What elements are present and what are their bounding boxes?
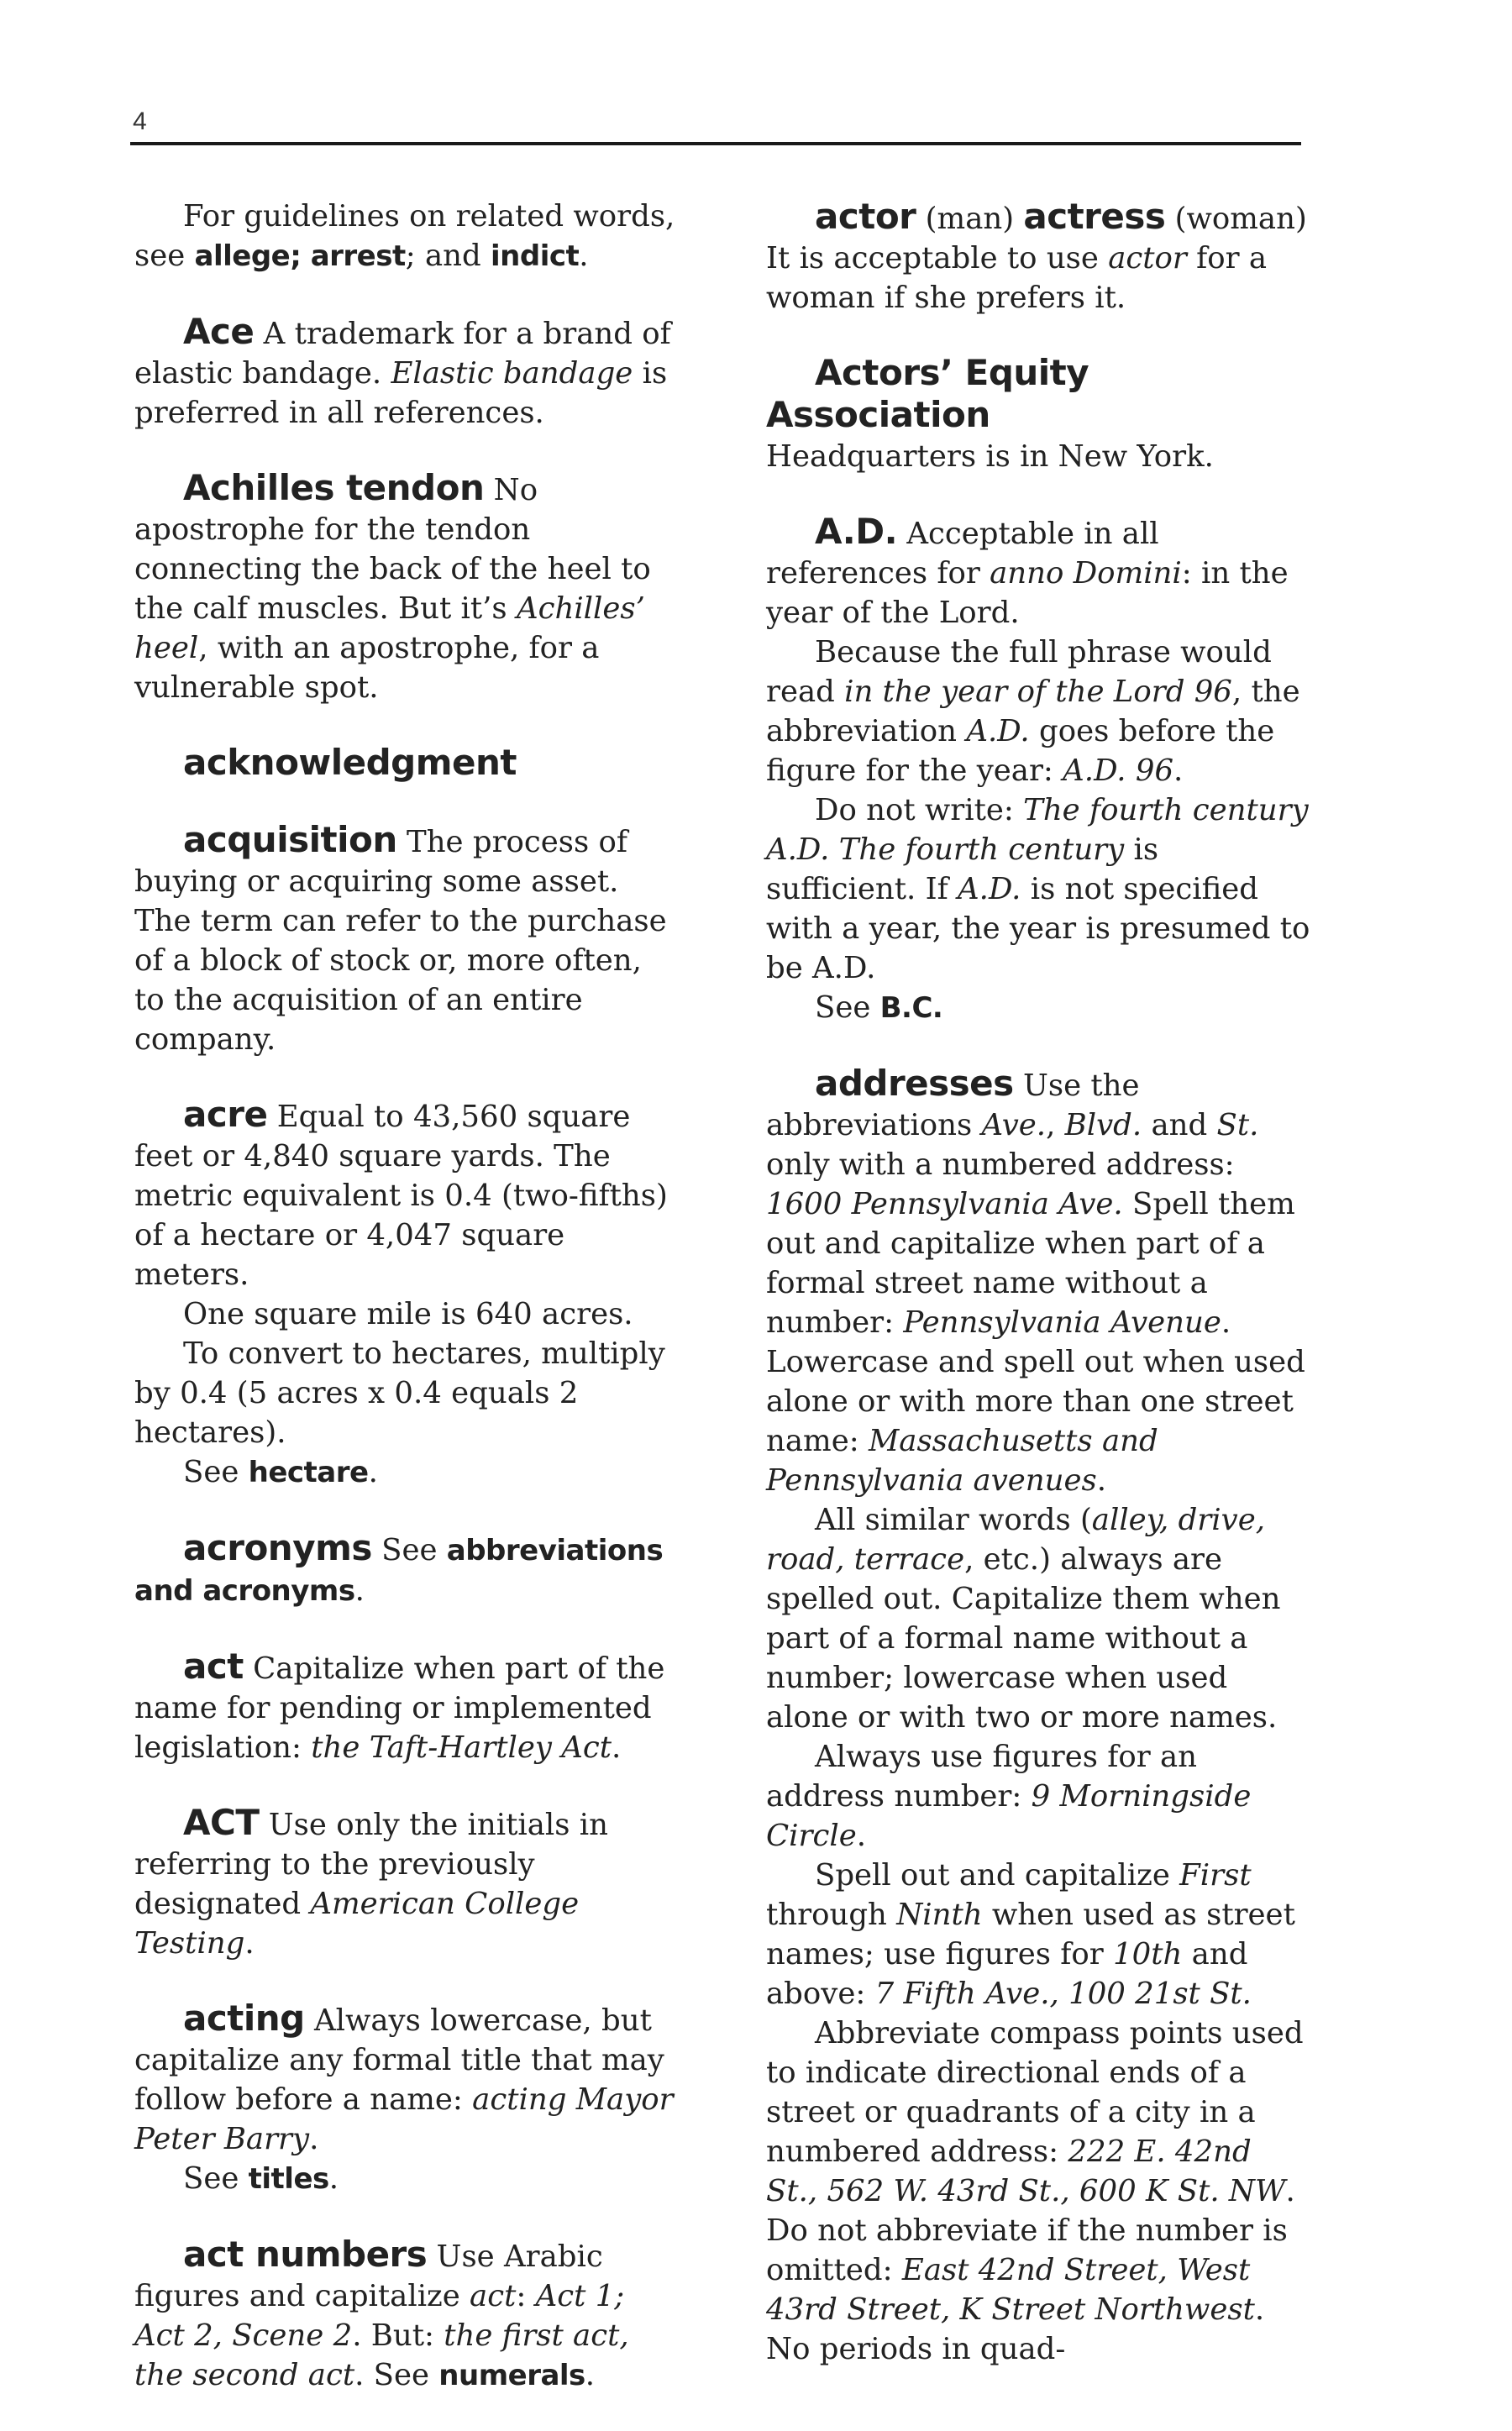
text: The process of buying or acquiring some asset. The term can refer to the purchase of a block of stock or, more often, to the acquisition of an entire company. [134,825,667,1057]
italic-text: 7 Fifth Ave., 100 21st St. [874,1977,1252,2011]
italic-text: The fourth century A.D. [766,793,1309,867]
text: . [612,1730,622,1765]
entry-body [766,197,1312,239]
headword: acre [183,1094,268,1135]
text: , [1046,1108,1065,1142]
right-column [766,197,1312,2404]
text: Capitalize when part of the name for pending or implemented legislation: [134,1651,665,1765]
text: Use only the initials in referring to the previously designated [134,1808,608,1921]
entry-paragraph: One square mile is 640 acres. [183,1297,633,1331]
italic-text: anno Domini [990,556,1182,591]
italic-text: acting Mayor Peter Barry [134,2082,674,2156]
italic-text: Act 1; Act 2, Scene 2 [134,2279,625,2353]
entry-body [134,312,680,433]
text: only with a numbered address: [766,1147,1235,1182]
entry-paragraph [766,633,1312,790]
cross-ref-abbreviations-and-acronyms[interactable]: abbreviations and acronyms [134,1534,664,1608]
text: (woman) [1165,202,1307,236]
entry-paragraph [766,790,1312,988]
entry-actors-equity [766,353,1312,476]
text: is preferred in all references. [134,356,668,430]
text: (man) [916,202,1024,236]
text: Always use figures for an address number: [766,1740,1198,1814]
entry-acting [134,1998,680,2199]
left-column [134,197,680,2431]
text: and above: [766,1937,1248,2011]
entry-body [134,1095,680,1294]
text: when used as street names; use figures for [766,1898,1295,1972]
headword: addresses [815,1063,1014,1104]
text: . No periods in quad- [766,2292,1265,2366]
entry-intro [134,197,680,276]
entry-act-testing [134,1803,680,1963]
headword: A.D. [815,511,898,552]
entry-paragraph [134,2159,680,2199]
entry-body [766,1063,1312,1500]
headword: ACT [183,1802,260,1843]
italic-text: actor [1108,241,1187,276]
text: . But: [352,2318,444,2353]
italic-text: Achilles’ heel [134,591,645,665]
text: goes before the figure for the year: [766,714,1275,788]
text: A trademark for a brand of elastic bandage. [134,317,671,391]
entry-body [134,468,680,707]
text: ; and [405,239,491,273]
italic-text: Massachusetts and Pennsylvania avenues [766,1424,1158,1498]
italic-text: Pennsylvania Avenue [903,1305,1221,1340]
entry-body [766,512,1312,633]
text: , etc.) always are spelled out. Capitalize them when part of a formal name without a number; lowercase when used alone or with two or more names. [766,1542,1281,1735]
headword: Achilles tendon [183,467,485,508]
text: . [354,1573,365,1608]
headword: actress [1023,196,1166,237]
entry-body [134,2234,680,2396]
text: . [244,1926,255,1961]
entry-paragraph [766,988,1312,1028]
italic-text: The fourth century [838,832,1125,867]
text: and [1142,1108,1217,1142]
italic-text: act [470,2279,517,2313]
headword: acknowledgment [183,742,517,783]
entry-acknowledgment [134,743,680,785]
text: . Lowercase and spell out when used alone or with more than one street name: [766,1305,1305,1458]
text: : in the year of the Lord. [766,556,1289,630]
entry-body [766,353,1312,437]
italic-text: 9 Morningside Circle [766,1779,1252,1853]
headword: acquisition [183,819,397,860]
headword: acronyms [183,1527,372,1568]
entry-ace [134,312,680,433]
headword: act numbers [183,2234,428,2275]
text: for a woman if she prefers it. [766,241,1268,315]
text: . [328,2161,339,2196]
entry-paragraph [766,239,1312,318]
entry-body [134,820,680,1059]
cross-ref-indict[interactable]: indict [491,239,580,273]
cross-ref-allege[interactable]: allege [194,239,291,273]
italic-text: Elastic bandage [391,356,633,391]
text: . [856,1819,867,1853]
text: Because the full phrase would read [766,635,1272,709]
italic-text: Ave. [981,1108,1047,1142]
entry-body [134,1998,680,2159]
entry-paragraph [134,1452,680,1493]
headword: acting [183,1998,305,2039]
cross-ref-titles[interactable]: titles [248,2162,329,2196]
italic-text: in the year of the Lord 96 [844,675,1232,709]
text: Do not write: [815,793,1024,827]
text: Acceptable in all references for [766,517,1159,591]
text: . [579,239,589,273]
italic-text: the Taft-Hartley Act [311,1730,612,1765]
entry-paragraph [766,1856,1312,2014]
text: is not specified with a year, the year is presumed to be A.D. [766,872,1310,985]
cross-ref-hectare[interactable]: hectare [248,1456,369,1489]
text: Always lowercase, but capitalize any formal title that may follow before a name: [134,2003,664,2117]
headword: actor [815,196,916,237]
entry-act-numbers [134,2234,680,2396]
entry-achilles-tendon [134,468,680,707]
text: . [309,2122,319,2156]
italic-text: St. [1216,1108,1259,1142]
italic-text: 1600 Pennsylvania Ave. [766,1187,1123,1221]
entry-paragraph: To convert to hectares, multiply by 0.4 (5 acres x 0.4 equals 2 hectares). [134,1336,665,1450]
italic-text: the first act, the second act [134,2318,629,2392]
cross-ref-numerals[interactable]: numerals [438,2359,585,2392]
text: See [183,1455,249,1489]
text: Use the abbreviations [766,1068,1140,1142]
entry-acronyms [134,1528,680,1611]
italic-text: East 42nd Street, West 43rd Street, K Street Northwest [766,2253,1255,2327]
headword: act [183,1646,244,1687]
text: . [368,1455,378,1489]
text: ; [290,239,311,273]
entry-paragraph [766,1737,1312,1856]
text: Spell out and capitalize [815,1858,1180,1893]
entry-acre [134,1095,680,1493]
header-rule [130,142,1301,145]
entry-paragraph: Headquarters is in New York. [766,439,1214,474]
entry-body [134,743,680,785]
headword: Ace [183,311,255,352]
text: Use Arabic figures and capitalize [134,2239,603,2313]
text: . See [354,2358,439,2392]
italic-text: 10th [1113,1937,1183,1972]
cross-ref-arrest[interactable]: arrest [310,239,406,273]
entry-paragraph [766,2014,1312,2369]
italic-text: Blvd. [1064,1108,1142,1142]
entry-body [134,1646,680,1767]
text [829,832,838,867]
text: . Do not abbreviate if the number is omitted: [766,2174,1295,2287]
text: is sufficient. If [766,832,1159,906]
italic-text: A.D. [958,872,1021,906]
page-number: 4 [133,108,147,135]
text: See [815,990,880,1025]
entry-body [134,1803,680,1963]
cross-ref-bc[interactable]: B.C. [879,991,943,1025]
text: It is acceptable to use [766,241,1109,276]
entry-addresses [766,1063,1312,2369]
entry-ad [766,512,1312,1028]
text: . [585,2358,596,2392]
text: : [516,2279,536,2313]
italic-text: American College Testing [134,1887,580,1961]
italic-text: 222 E. 42nd St., 562 W. 43rd St., 600 K St. NW [766,2134,1286,2208]
text: Spell them out and capitalize when part of a formal street name without a number: [766,1187,1295,1340]
intro-paragraph [134,197,680,276]
entry-act [134,1646,680,1767]
text: For guidelines on related words, see [134,199,675,273]
text: No apostrophe for the tendon connecting the back of the heel to the calf muscles. But it’s [134,473,651,626]
text: . [1173,753,1184,788]
italic-text: A.D. 96 [1063,753,1174,788]
italic-text: A.D. [966,714,1030,748]
text: See [183,2161,249,2196]
headword: Actors’ Equity Association [766,352,1089,435]
text: through [766,1898,897,1932]
text: , the abbreviation [766,675,1300,748]
italic-text: First [1179,1858,1252,1893]
italic-text: Ninth [896,1898,983,1932]
entry-paragraph [766,1500,1312,1737]
entry-acquisition [134,820,680,1059]
text: See [371,1533,447,1567]
text: All similar words ( [815,1503,1092,1537]
text: Equal to 43,560 square feet or 4,840 square yards. The metric equivalent is 0.4 (two-fifths) of a hectare or 4,047 square meters. [134,1100,668,1292]
entry-body [134,1528,680,1611]
italic-text: alley, drive, road, terrace [766,1503,1265,1577]
text: . [1096,1463,1107,1498]
text: , with an apostrophe, for a vulnerable spot. [134,631,600,705]
text: Abbreviate compass points used to indicate directional ends of a street or quadrants of a city in a numbered address: [766,2016,1304,2169]
entry-actor [766,197,1312,318]
